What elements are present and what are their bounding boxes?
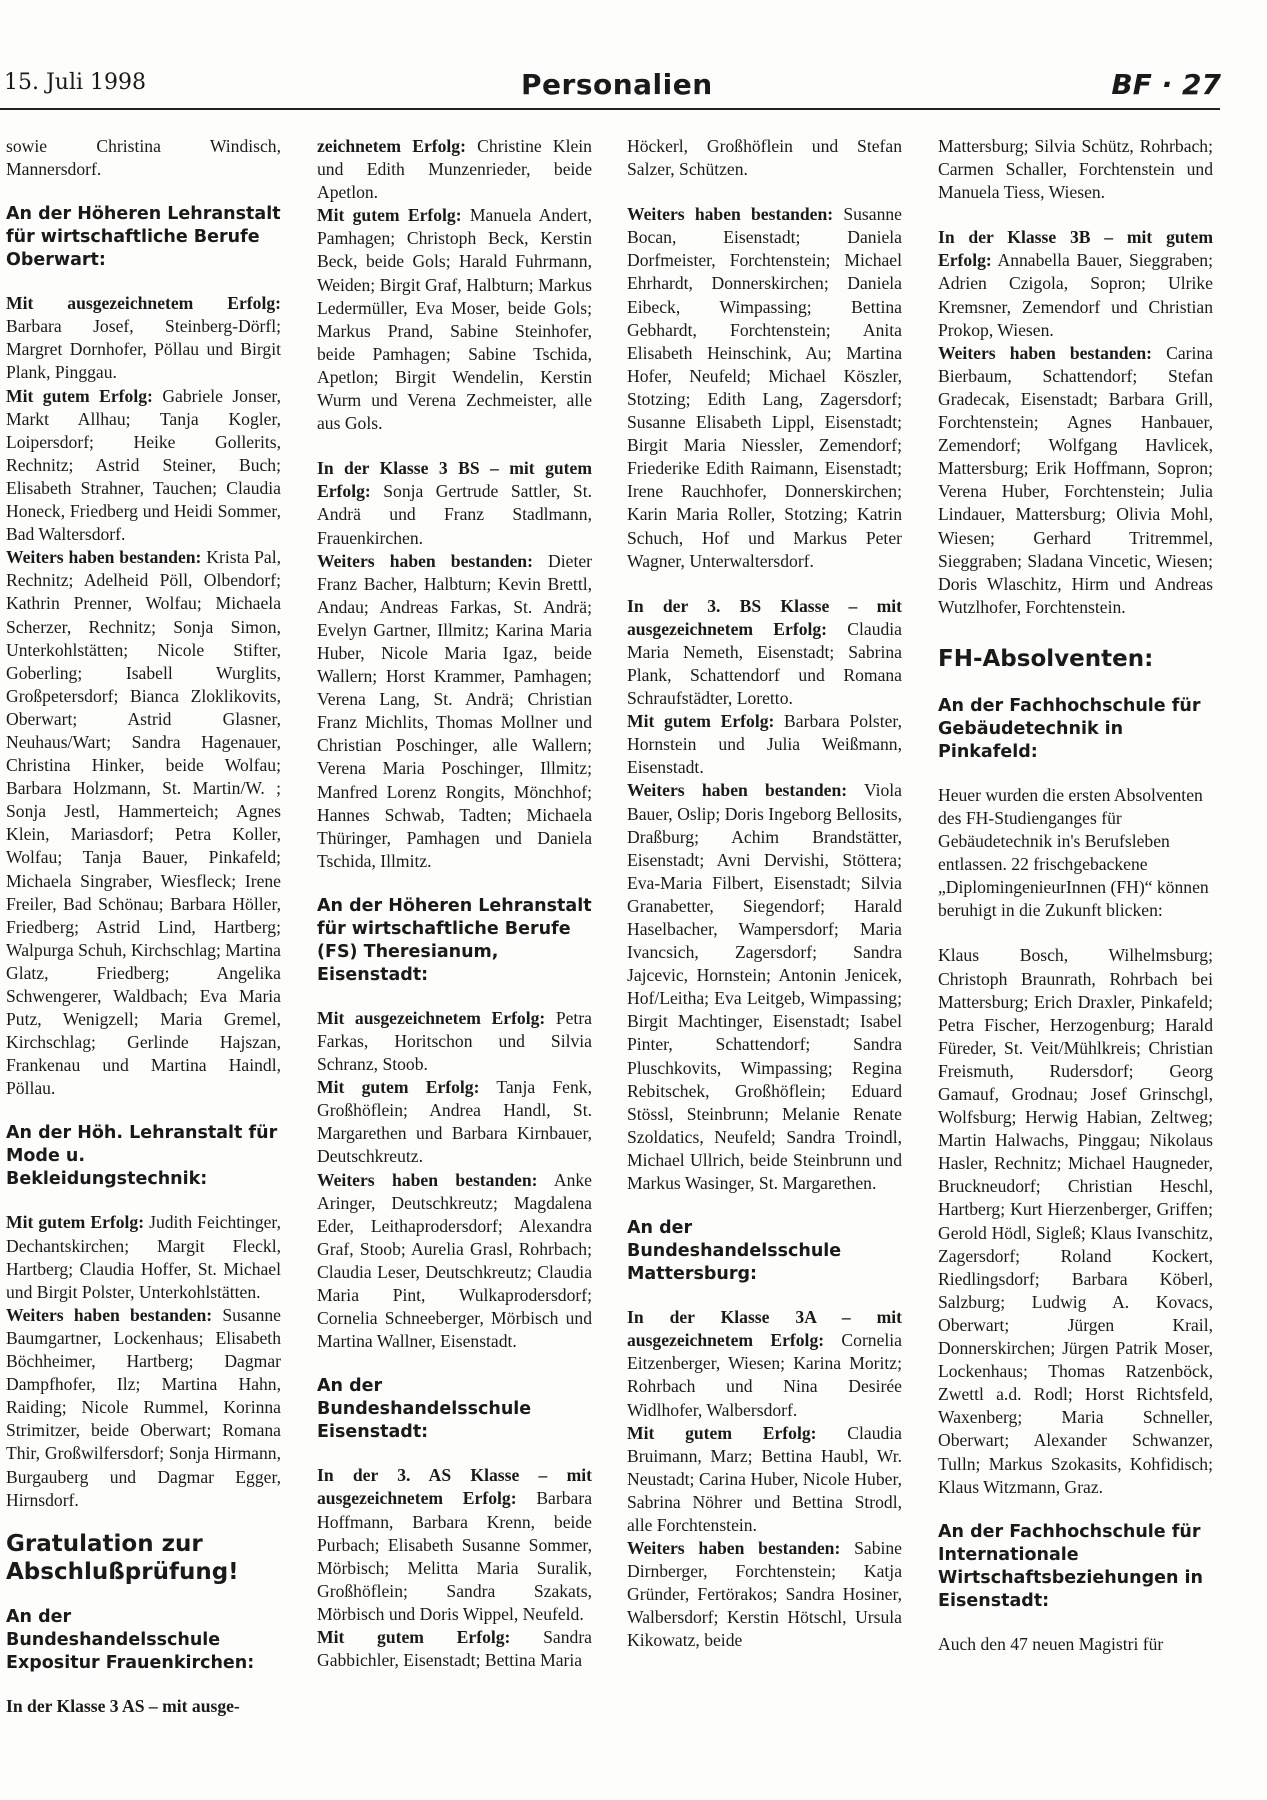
paragraph bbox=[317, 1007, 592, 1076]
headline: FH-Absolventen: bbox=[938, 645, 1154, 672]
names-list: Judith Feichtinger, Dechantskirchen; Margit Fleckl, Hartberg; Claudia Hoffer, St. Michael und Birgit Polster, Unterkohlstätten. bbox=[6, 1212, 281, 1302]
grade-label: Mit gutem Erfolg: bbox=[627, 1422, 817, 1443]
school-heading: An der Fachhochschule für Internationale Wirtschaftsbeziehungen in Eisenstadt: bbox=[938, 1521, 1203, 1611]
grade-label: Weiters haben bestanden: bbox=[627, 204, 834, 225]
school-heading: An der Bundeshandelsschule Eisenstadt: bbox=[317, 1376, 532, 1443]
paragraph bbox=[317, 1076, 592, 1168]
paragraph: Heuer wurden die ersten Absolventen des FH-Studienganges für Gebäudetechnik in's Berufsleben entlassen. 22 frischgebackene „DiplomingenieurInnen (FH)“ können beruhigt in die Zukunft blicken: bbox=[938, 784, 1209, 921]
grade-label: Mit gutem Erfolg: bbox=[317, 205, 462, 226]
paragraph: Mattersburg; Silvia Schütz, Rohrbach; Carmen Schaller, Forchtenstein und Manuela Tiess, Wiesen. bbox=[938, 136, 1213, 203]
paragraph bbox=[627, 1537, 902, 1652]
grade-label: Mit ausgezeichnetem Erfolg: bbox=[6, 293, 281, 314]
issue-date: 15. Juli 1998 bbox=[4, 70, 147, 95]
names-list: Manuela Andert, Pamhagen; Christoph Beck, Kerstin Beck, beide Gols; Harald Fuhrmann, Weiden; Birgit Graf, Halbturn; Markus Ledermüller, Eva Moser, beide Gols; Markus Prand, Sabine Steinhofer, beide Pamhagen; Sabine Tschida, Apetlon; Birgit Wendelin, Kerstin Wurm und Verena Zechmeister, alle aus Gols. bbox=[317, 205, 592, 434]
grade-label: zeichnetem Erfolg: bbox=[317, 136, 466, 156]
names-list: Krista Pal, Rechnitz; Adelheid Pöll, Olbendorf; Kathrin Prenner, Wolfau; Michaela Scherzer, Rechnitz; Sonja Simon, Unterkohlstätten; Nicole Stifter, Goberling; Isabell Wurglits, Großpetersdorf; Bianca Zloklikovits, Oberwart; Astrid Glasner, Neuhaus/Wart; Sandra Hagenauer, Christina Hinker, beide Wolfau; Barbara Holzmann, St. Martin/W. ; Sonja Jestl, Hammerteich; Agnes Klein, Mariasdorf; Petra Koller, Wolfau; Tanja Bauer, Pinkafeld; Michaela Singraber, Wiesfleck; Irene Freiler, Bad Schönau; Barbara Höller, Friedberg; Astrid Lind, Hartberg; Walpurga Schuh, Kirchschlag; Martina Glatz, Friedberg; Angelika Schwengerer, Waldbach; Eva Maria Putz, Wenigzell; Maria Gremel, Kirchschlag; Gerlinde Hajszan, Frankenau und Martina Haindl, Pöllau. bbox=[6, 547, 281, 1099]
grade-label: Mit gutem Erfolg: bbox=[6, 1212, 145, 1233]
paragraph bbox=[6, 292, 281, 384]
grade-label: Weiters haben bestanden: bbox=[6, 1304, 213, 1325]
names-list: Claudia Bruimann, Marz; Bettina Haubl, Wr. Neustadt; Carina Huber, Nicole Huber, Sabrina Nöhrer und Bettina Strodl, alle Forchtenstein. bbox=[627, 1422, 902, 1535]
paragraph bbox=[317, 204, 592, 435]
school-heading: An der Höh. Lehranstalt für Mode u. Bekleidungstechnik: bbox=[6, 1123, 278, 1190]
school-heading: An der Höheren Lehranstalt für wirtschaftliche Berufe (FS) Theresianum, Eisenstadt: bbox=[317, 895, 592, 985]
names-list: Cornelia Eitzenberger, Wiesen; Karina Moritz; Rohrbach und Nina Desirée Widlhofer, Walbersdorf. bbox=[627, 1330, 902, 1420]
column-3 bbox=[627, 135, 902, 1795]
names-list: Sandra Gabbichler, Eisenstadt; Bettina Maria bbox=[317, 1626, 592, 1671]
names-list: Claudia Maria Nemeth, Eisenstadt; Sabrina Plank, Schattendorf und Romana Schraufstädter, Loretto. bbox=[627, 618, 902, 709]
column-4 bbox=[938, 135, 1213, 1795]
grade-label: Weiters haben bestanden: bbox=[627, 1538, 841, 1559]
grade-label: In der Klasse 3B – mit gutem Erfolg: bbox=[938, 227, 1213, 271]
names-list: Susanne Baumgartner, Lockenhaus; Elisabeth Böchheimer, Hartberg; Dagmar Dampfhofer, Ilz; Martina Hahn, Raiding; Nicole Rummel, Korinna Strimitzer, beide Oberwart; Romana Thir, Großwilfersdorf; Sonja Hirmann, Burgauberg und Dagmar Egger, Hirnsdorf. bbox=[6, 1304, 281, 1510]
paragraph bbox=[627, 710, 902, 779]
paragraph bbox=[317, 550, 592, 873]
grade-label: Weiters haben bestanden: bbox=[6, 547, 202, 568]
paragraph bbox=[6, 1211, 281, 1303]
grade-label: In der Klasse 3 AS – mit ausge- bbox=[6, 1695, 240, 1716]
school-heading: An der Bundeshandelsschule Expositur Frauenkirchen: bbox=[6, 1606, 255, 1673]
names-list: Anke Aringer, Deutschkreutz; Magdalena Eder, Leithaprodersdorf; Alexandra Graf, Stoob; Aurelia Grasl, Rohrbach; Claudia Leser, Deutschkreutz; Claudia Maria Pint, Wulkaprodersdorf; Cornelia Schneeberger, Mörbisch und Martina Wallner, Eisenstadt. bbox=[317, 1169, 592, 1352]
names-list: Christine Klein und Edith Munzenrieder, beide Apetlon. bbox=[317, 136, 592, 203]
page-header bbox=[0, 0, 1267, 120]
grade-label: Mit gutem Erfolg: bbox=[317, 1626, 511, 1647]
paragraph bbox=[938, 342, 1213, 619]
school-heading: An der Bundeshandelsschule Mattersburg: bbox=[627, 1218, 842, 1285]
paragraph bbox=[627, 1306, 902, 1421]
names-list: Tanja Fenk, Großhöflein; Andrea Handl, St. Margarethen und Barbara Kirnbauer, Deutschkreutz. bbox=[317, 1077, 592, 1167]
column-1 bbox=[6, 135, 281, 1795]
grade-label: Mit gutem Erfolg: bbox=[317, 1077, 480, 1098]
grade-label: Weiters haben bestanden: bbox=[317, 550, 533, 571]
names-list: Barbara Hoffmann, Barbara Krenn, beide Purbach; Elisabeth Susanne Sommer, Mörbisch; Melitta Maria Suralik, Großhöflein; Sandra Szakats, Mörbisch und Doris Wippel, Neufeld. bbox=[317, 1488, 592, 1624]
section-title: Personalien bbox=[521, 68, 713, 101]
paragraph bbox=[6, 1304, 281, 1512]
paragraph bbox=[317, 1464, 592, 1626]
grade-label: Mit ausgezeichnetem Erfolg: bbox=[317, 1007, 546, 1028]
school-heading: An der Fachhochschule für Gebäudetechnik in Pinkafeld: bbox=[938, 695, 1201, 762]
grade-label: In der Klasse 3 BS – mit gutem Erfolg: bbox=[317, 458, 592, 502]
column-2 bbox=[317, 135, 592, 1795]
paragraph bbox=[6, 1695, 281, 1718]
paragraph: sowie Christina Windisch, Mannersdorf. bbox=[6, 136, 281, 180]
names-list: Dieter Franz Bacher, Halbturn; Kevin Brettl, Andau; Andreas Farkas, St. Andrä; Evelyn Gartner, Illmitz; Karina Maria Huber, Nicole Maria Igaz, beide Wallern; Horst Krammer, Pamhagen; Verena Lang, St. Andrä; Christian Franz Michlits, Thomas Mollner und Christian Poschinger, alle Wallern; Verena Maria Poschinger, Illmitz; Manfred Lorenz Rongits, Mönchhof; Hannes Schwab, Tadten; Michaela Thüringer, Pamhagen und Daniela Tschida, Illmitz. bbox=[317, 550, 592, 871]
names-list: Barbara Polster, Hornstein und Julia Weißmann, Eisenstadt. bbox=[627, 711, 902, 778]
page-number: BF · 27 bbox=[1111, 68, 1221, 101]
grade-label: Mit gutem Erfolg: bbox=[6, 385, 153, 406]
paragraph bbox=[938, 226, 1213, 341]
names-list: Annabella Bauer, Sieggraben; Adrien Czigola, Sopron; Ulrike Kremsner, Zemendorf und Christian Prokop, Wiesen. bbox=[938, 250, 1213, 340]
names-list: Sabine Dirnberger, Forchtenstein; Katja Gründer, Fertörakos; Sandra Hosiner, Walbersdorf; Kerstin Hötschl, Ursula Kikowatz, beide bbox=[627, 1538, 902, 1651]
names-list: Petra Farkas, Horitschon und Silvia Schranz, Stoob. bbox=[317, 1007, 592, 1075]
names-list: Barbara Josef, Steinberg-Dörfl; Margret Dornhofer, Pöllau und Birgit Plank, Pinggau. bbox=[6, 316, 281, 383]
names-list: Sonja Gertrude Sattler, St. Andrä und Franz Stadlmann, Frauenkirchen. bbox=[317, 481, 592, 548]
paragraph bbox=[317, 457, 592, 549]
paragraph bbox=[627, 595, 902, 710]
paragraph: Auch den 47 neuen Magistri für bbox=[938, 1633, 1164, 1654]
grade-label: Mit gutem Erfolg: bbox=[627, 711, 775, 732]
grade-label: Weiters haben bestanden: bbox=[627, 780, 848, 801]
names-list: Susanne Bocan, Eisenstadt; Daniela Dorfmeister, Forchtenstein; Michael Ehrhardt, Donnerskirchen; Daniela Eibeck, Wimpassing; Bettina Gebhardt, Forchtenstein; Anita Elisabeth Heinschink, Au; Martina Hofer, Neufeld; Michael Köszler, Stotzing; Edith Lang, Zagersdorf; Susanne Elisabeth Lippl, Eisenstadt; Birgit Maria Niessler, Zemendorf; Friederike Edith Raimann, Eisenstadt; Irene Rauchhofer, Donnerskirchen; Karin Maria Roller, Stotzing; Katrin Schuch, Hof und Markus Peter Wagner, Unterwaltersdorf. bbox=[627, 204, 902, 571]
paragraph bbox=[627, 779, 902, 1195]
paragraph bbox=[6, 546, 281, 1100]
paragraph: Klaus Bosch, Wilhelmsburg; Christoph Braunrath, Rohrbach bei Mattersburg; Erich Draxler, Pinkafeld; Petra Fischer, Herzogenburg; Harald Füreder, St. Veit/Mühlkreis; Christian Freismuth, Rudersdorf; Georg Gamauf, Grodnau; Josef Grinschgl, Wolfsburg; Herwig Habian, Zeltweg; Martin Halwachs, Pinggau; Nikolaus Hasler, Rechnitz; Michael Haugneder, Bruckneudorf; Christian Heschl, Hartberg; Kurt Hierzenberger, Griffen; Gerold Hödl, Sigleß; Klaus Ivanschitz, Zagersdorf; Roland Kockert, Riedlingsdorf; Barbara Köberl, Salzburg; Ludwig A. Kovacs, Oberwart; Jürgen Krail, Donnerskirchen; Jürgen Patrik Moser, Lockenhaus; Thomas Ratzenböck, Zwettl a.d. Rodl; Horst Richtsfeld, Waxenberg; Maria Schneller, Oberwart; Alexander Schwanzer, Tulln; Markus Szokasits, Kohfidisch; Klaus Witzmann, Graz. bbox=[938, 945, 1213, 1497]
grade-label: In der Klasse 3A – mit ausgezeichnetem Erfolg: bbox=[627, 1307, 902, 1351]
names-list: Gabriele Jonser, Markt Allhau; Tanja Kogler, Loipersdorf; Heike Gollerits, Rechnitz; Astrid Steiner, Buch; Elisabeth Strahner, Tauchen; Claudia Honeck, Friedberg und Heidi Sommer, Bad Waltersdorf. bbox=[6, 385, 281, 545]
paragraph bbox=[317, 1626, 592, 1672]
header-rule bbox=[0, 108, 1220, 110]
names-list: Viola Bauer, Oslip; Doris Ingeborg Bellosits, Draßburg; Achim Brandstätter, Eisenstadt; Avni Dervishi, Stöttera; Eva-Maria Filbert, Eisenstadt; Silvia Granabetter, Siegendorf; Harald Haselbacher, Wampersdorf; Maria Ivancsich, Zagersdorf; Sandra Jajcevic, Hornstein; Antonin Jenicek, Hof/Leitha; Eva Leitgeb, Wimpassing; Birgit Machtinger, Eisenstadt; Isabel Pinter, Schattendorf; Sandra Pluschkovits, Wimpassing; Regina Rebitschek, Großhöflein; Eduard Stössl, Steinbrunn; Melanie Renate Szoldatics, Neufeld; Sandra Troindl, Michael Ullrich, beide Steinbrunn und Markus Wasinger, St. Margarethen. bbox=[627, 780, 902, 1194]
grade-label: In der 3. AS Klasse – mit ausgezeichnetem Erfolg: bbox=[317, 1465, 592, 1509]
paragraph bbox=[627, 203, 902, 573]
paragraph bbox=[627, 1422, 902, 1537]
paragraph bbox=[317, 135, 592, 204]
school-heading: An der Höheren Lehranstalt für wirtschaftliche Berufe Oberwart: bbox=[6, 204, 281, 271]
grade-label: In der 3. BS Klasse – mit ausgezeichnetem Erfolg: bbox=[627, 595, 902, 639]
grade-label: Weiters haben bestanden: bbox=[317, 1169, 538, 1190]
paragraph bbox=[317, 1169, 592, 1354]
grade-label: Weiters haben bestanden: bbox=[938, 342, 1152, 363]
paragraph bbox=[6, 385, 281, 547]
paragraph: Höckerl, Großhöflein und Stefan Salzer, Schützen. bbox=[627, 136, 902, 180]
headline: Gratulation zur Abschlußprüfung! bbox=[6, 1530, 239, 1585]
names-list: Carina Bierbaum, Schattendorf; Stefan Gradecak, Eisenstadt; Barbara Grill, Forchtenstein; Agnes Hanbauer, Zemendorf; Wolfgang Havlicek, Mattersburg; Erik Hoffmann, Sopron; Verena Huber, Forchtenstein; Julia Lindauer, Mattersburg; Olivia Mohl, Wiesen; Gerhard Tritremmel, Sieggraben; Sladana Vincetic, Wiesen; Doris Wlaschitz, Hirm und Andreas Wutzlhofer, Forchtenstein. bbox=[938, 342, 1213, 617]
